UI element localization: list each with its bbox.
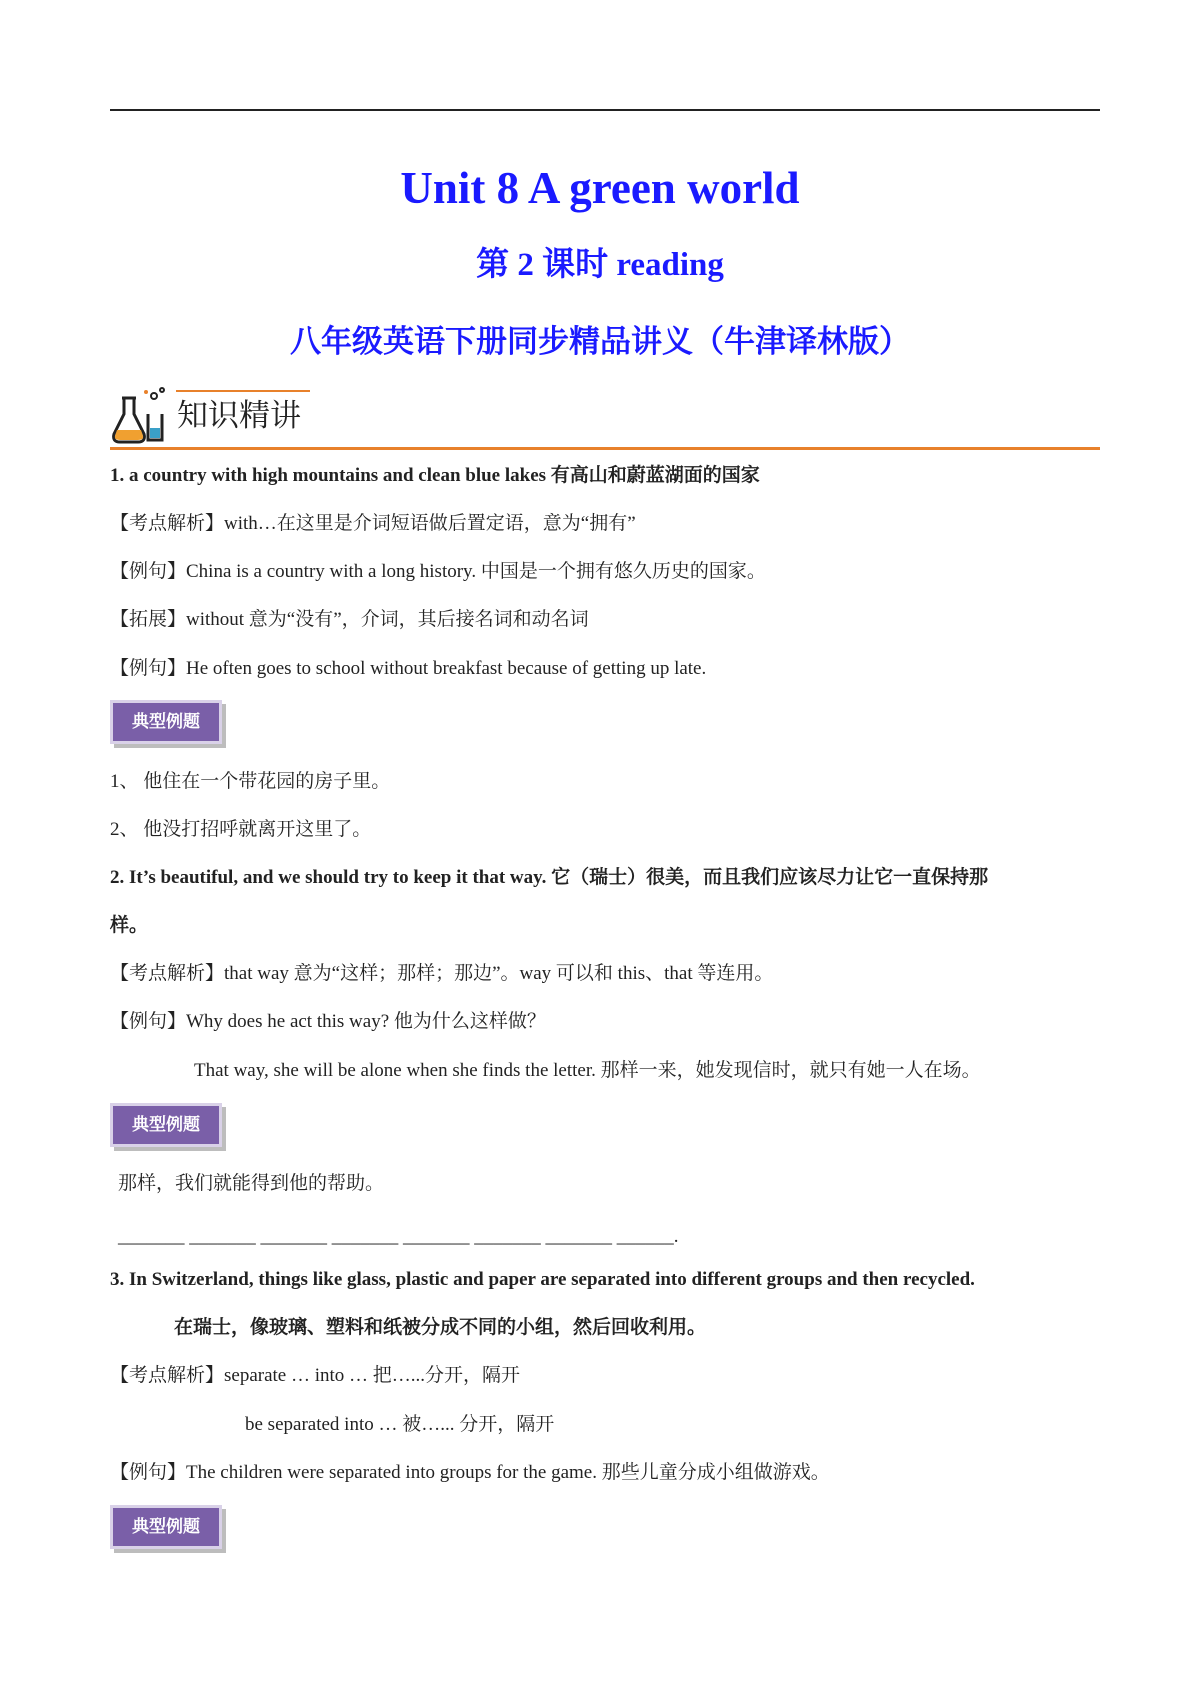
point-2-example-2: That way, she will be alone when she finds the letter. 那样一来，她发现信时，就只有她一人在场。 <box>194 1060 981 1081</box>
point-1-analysis: 【考点解析】with…在这里是介词短语做后置定语，意为“拥有” <box>110 513 636 534</box>
page-title: Unit 8 A green world <box>400 163 800 213</box>
question-1: 1、 他住在一个带花园的房子里。 <box>110 771 391 792</box>
point-3-analysis: 【考点解析】separate … into … 把…...分开，隔开 <box>110 1365 521 1386</box>
typical-example-badge <box>110 700 230 748</box>
question-2: 2、 他没打招呼就离开这里了。 <box>110 819 372 840</box>
point-3-heading: 3. In Switzerland, things like glass, plastic and paper are separated into different groups and then recycled. <box>110 1269 975 1290</box>
badge-label: 典型例题 <box>110 700 222 744</box>
point-2-heading: 2. It’s beautiful, and we should try to keep it that way. 它（瑞士）很美，而且我们应该尽力让它一直保持那 <box>110 867 989 888</box>
section-header <box>110 384 1100 450</box>
point-2-example: 【例句】Why does he act this way? 他为什么这样做？ <box>110 1011 546 1032</box>
point-3-analysis-2: be separated into … 被…... 分开，隔开 <box>245 1414 555 1435</box>
translation-question: 那样，我们就能得到他的帮助。 <box>118 1173 385 1194</box>
series-title: 八年级英语下册同步精品讲义（牛津译林版） <box>290 324 910 359</box>
section-rule <box>110 447 1100 450</box>
point-2-analysis: 【考点解析】that way 意为“这样；那样；那边”。way 可以和 this、that 等连用。 <box>110 963 774 984</box>
point-3-heading-cn: 在瑞士，像玻璃、塑料和纸被分成不同的小组，然后回收利用。 <box>174 1317 707 1338</box>
badge-label: 典型例题 <box>110 1505 222 1549</box>
section-top-line <box>176 390 310 392</box>
point-1-example: 【例句】China is a country with a long history. 中国是一个拥有悠久历史的国家。 <box>110 561 766 582</box>
badge-label: 典型例题 <box>110 1103 222 1147</box>
point-3-example: 【例句】The children were separated into groups for the game. 那些儿童分成小组做游戏。 <box>110 1462 830 1483</box>
top-rule <box>110 109 1100 111</box>
section-label: 知识精讲 <box>177 398 301 434</box>
point-2-heading-cont: 样。 <box>110 915 149 936</box>
lab-flask-icon <box>110 384 172 446</box>
point-1-extension: 【拓展】without 意为“没有”，介词，其后接名词和动名词 <box>110 609 589 630</box>
typical-example-badge <box>110 1103 230 1151</box>
point-1-example-2: 【例句】He often goes to school without breakfast because of getting up late. <box>110 658 707 679</box>
answer-blanks[interactable]: _______ _______ _______ _______ _______ _______ _______ ______. <box>118 1226 679 1247</box>
typical-example-badge <box>110 1505 230 1553</box>
point-1-heading: 1. a country with high mountains and clean blue lakes 有高山和蔚蓝湖面的国家 <box>110 465 760 486</box>
lesson-subtitle: 第 2 课时 reading <box>476 247 724 283</box>
